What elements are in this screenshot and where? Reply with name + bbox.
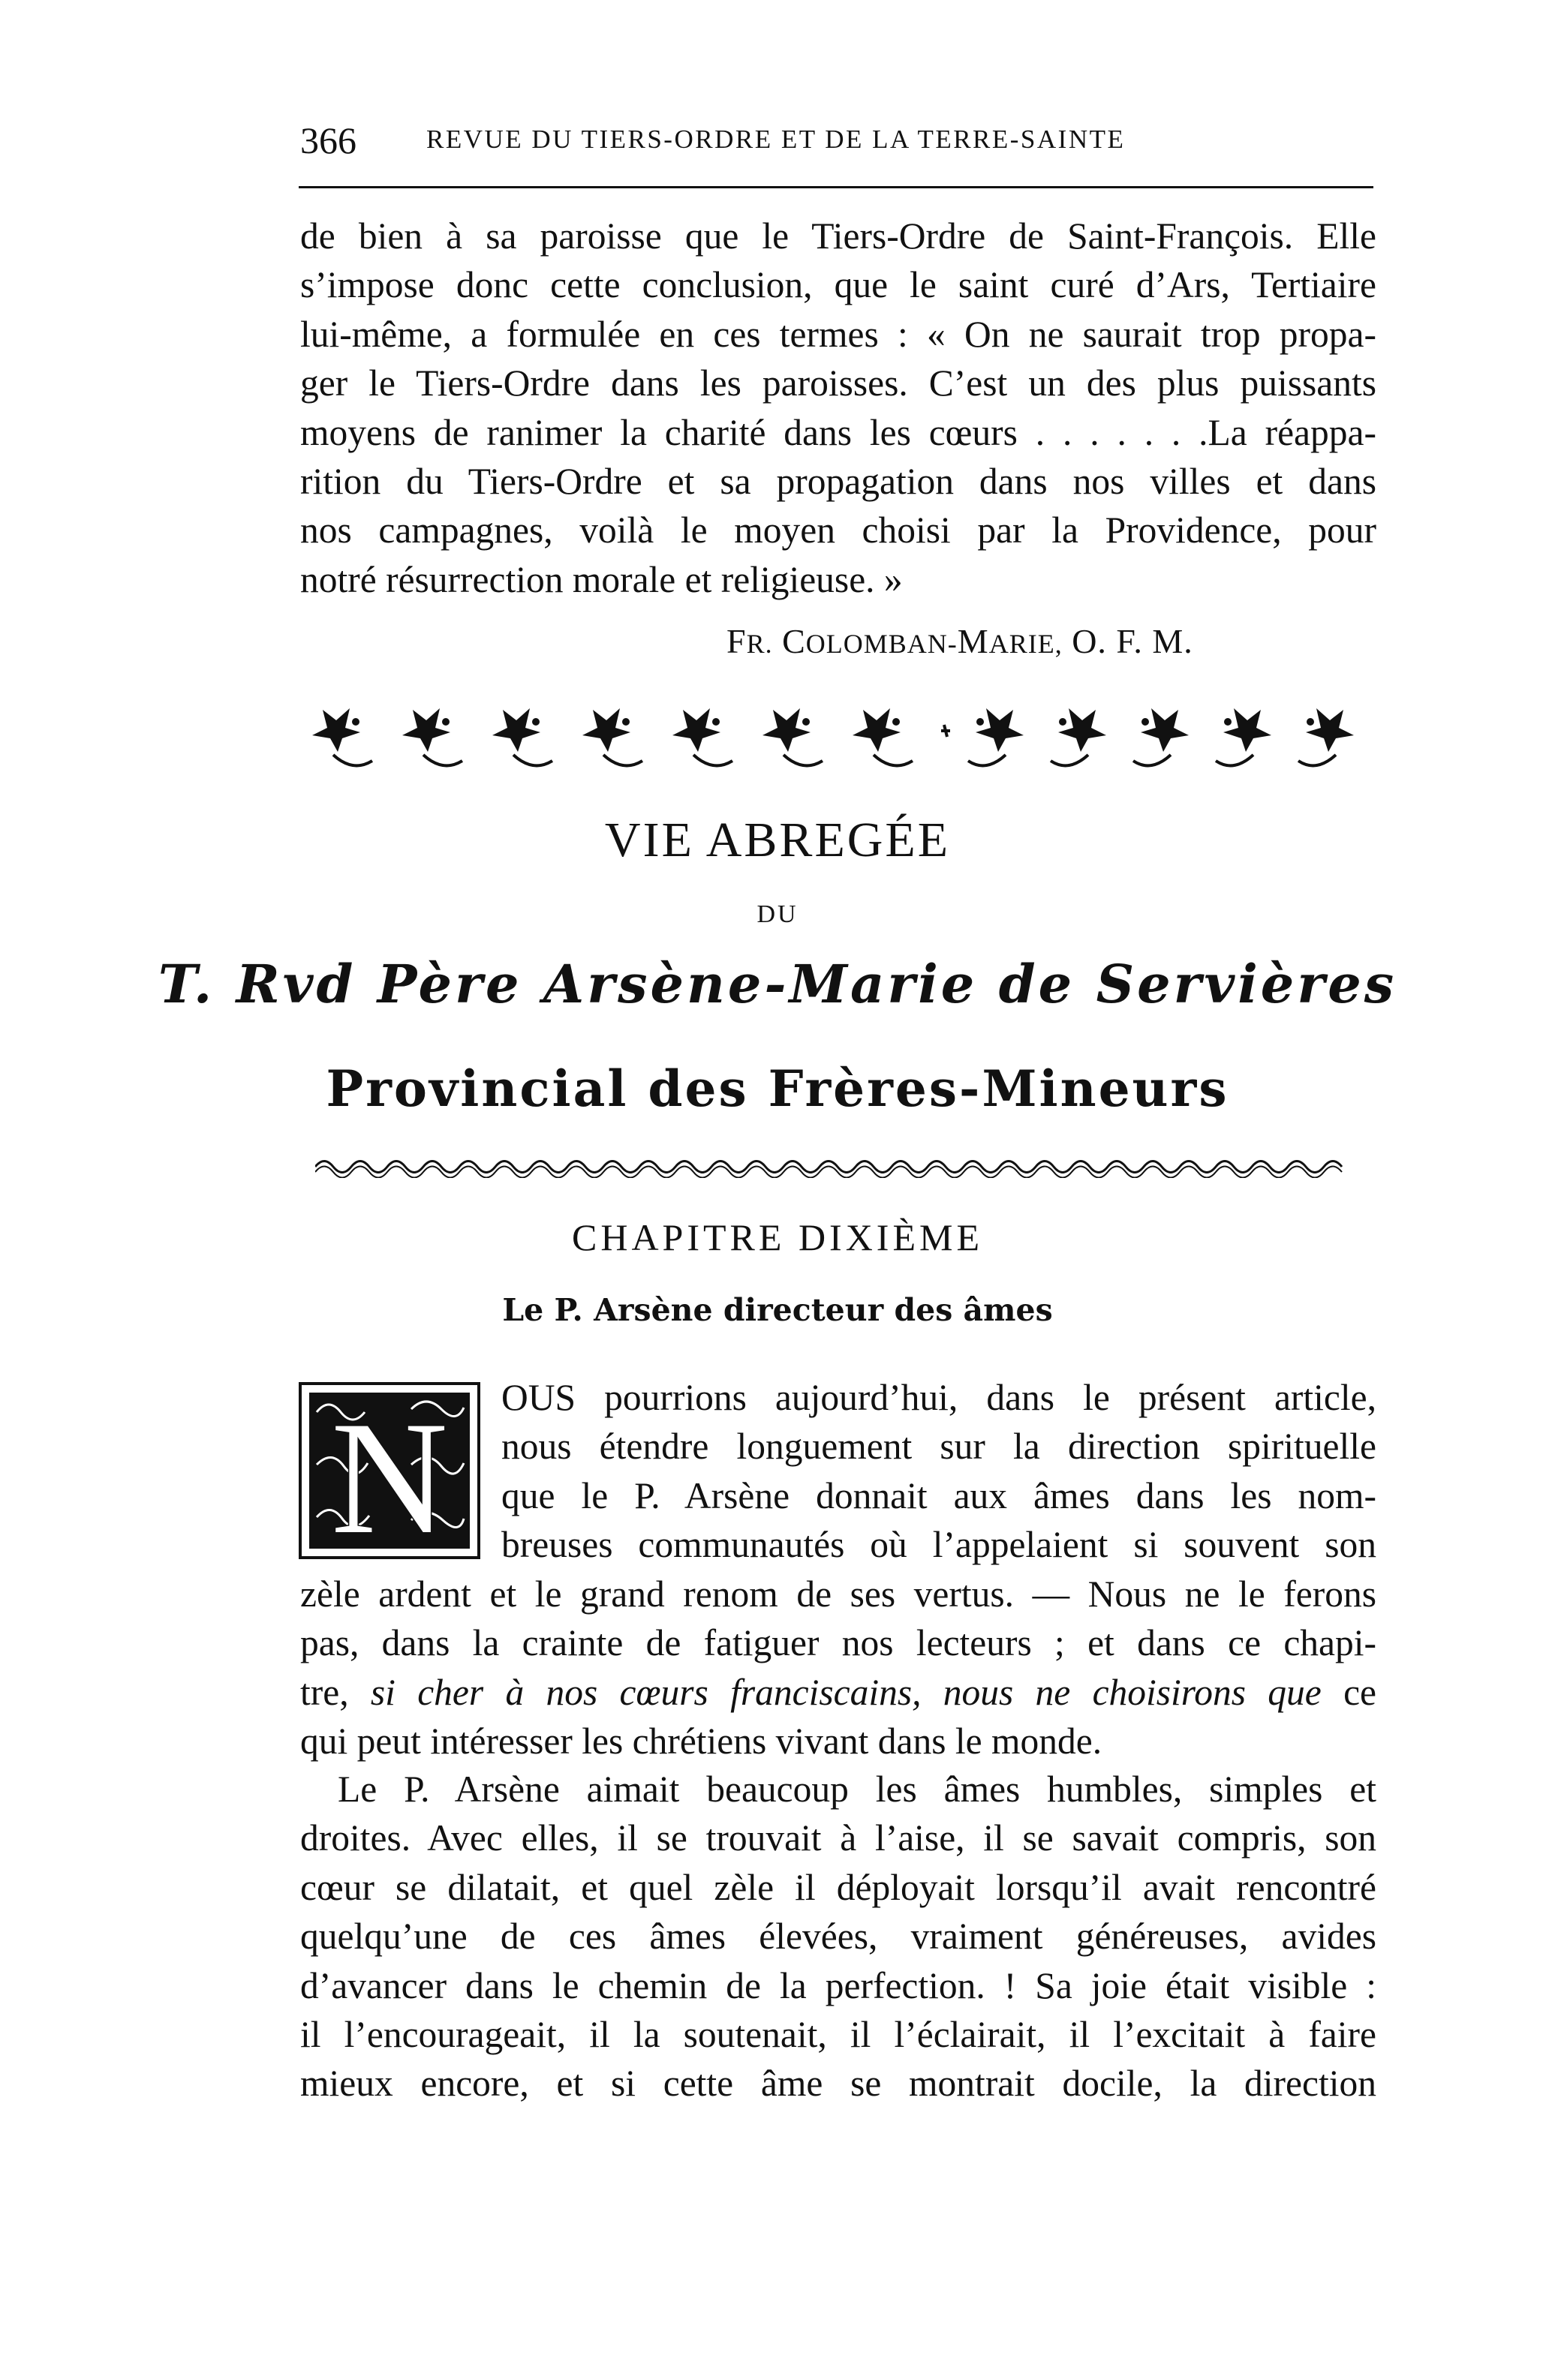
sig-m-initial: M [957,622,989,660]
text-line: d’avancer dans le chemin de la perfection. ! Sa joie était visible : [300,1964,1376,2006]
text-line: pas, dans la crainte de fatiguer nos lecteurs ; et dans ce chapi- [300,1622,1376,1664]
paragraph-1-continuation [300,1570,1376,1766]
text-line: que le P. Arsène donnait aux âmes dans les nom- [501,1474,1376,1516]
chapter-heading: CHAPITRE DIXIÈME [571,1216,984,1258]
text-line: nous étendre longuement sur la direction spirituelle [501,1426,1376,1468]
sig-c-initial: C [782,622,806,660]
text-line: quelqu’une de ces âmes élevées, vraiment généreuses, avides [300,1916,1376,1958]
text-line: droites. Avec elles, il se trouvait à l’aise, il se savait compris, son [300,1817,1376,1859]
text-roman: tre, [300,1671,349,1713]
header-rule [299,186,1373,188]
title-du: DU [756,900,799,928]
drop-cap-n [299,1382,480,1559]
text-line: notré résurrection morale et religieuse. » [300,558,903,600]
blackletter-title-line-2: Provincial des Frères-Mineurs [326,1059,1229,1118]
sig-m-rest: ARIE, [988,629,1063,659]
text-line: cœur se dilatait, et quel zèle il déployait lorsqu’il avait rencontré [300,1866,1376,1908]
sig-order: O. F. M. [1072,622,1193,660]
article-title: VIE ABREGÉE [604,813,951,867]
chapter-subtitle: Le P. Arsène directeur des âmes [502,1292,1053,1328]
text-line: ger le Tiers-Ordre dans les paroisses. C’est un des plus puissants [300,362,1376,404]
text-line: breuses communautés où l’appelaient si souvent son [501,1524,1376,1566]
text-line: rition du Tiers-Ordre et sa propagation dans nos villes et dans [300,461,1376,503]
text-line: il l’encourageait, il la soutenait, il l’éclairait, il l’excitait à faire [300,2014,1376,2056]
text-line: s’impose donc cette conclusion, que le saint curé d’Ars, Tertiaire [300,264,1376,306]
text-line: Le P. Arsène aimait beaucoup les âmes humbles, simples et [338,1768,1376,1810]
floral-ornament-band [300,702,1375,785]
text-line: mieux encore, et si cette âme se montrait docile, la direction [300,2063,1376,2105]
text-line: zèle ardent et le grand renom de ses vertus. — Nous ne le ferons [300,1573,1376,1615]
paragraph-1-beside-dropcap [501,1373,1376,1570]
leaf-ornament-icons [312,708,1354,765]
text-line: OUS pourrions aujourd’hui, dans le présent article, [501,1377,1376,1418]
text-line: lui-même, a formulée en ces termes : « On ne saurait trop propa- [300,313,1376,355]
text-line: de bien à sa paroisse que le Tiers-Ordre de Saint-François. Elle [300,215,1376,257]
running-head [300,119,1373,164]
text-italic: si cher à nos cœurs franciscains, nous ne choisirons que [370,1671,1322,1713]
page-number: 366 [300,119,356,161]
intro-paragraph [300,212,1376,604]
running-title: REVUE DU TIERS-ORDRE ET DE LA TERRE-SAINTE [426,125,1126,154]
author-signature [726,621,1193,661]
paragraph-2 [300,1765,1376,2108]
sig-c-rest: OLOMBAN- [805,629,958,659]
drop-cap-letter: N [331,1388,448,1559]
blackletter-title-line-1: T. Rvd Père Arsène-Marie de Servières [158,953,1397,1015]
sig-fr-initial: F [726,622,747,660]
text-roman: ce [1343,1671,1377,1713]
text-line-italic [300,1668,1376,1717]
wavy-divider [315,1155,1343,1178]
sig-fr-rest: R. [746,629,773,659]
text-line: nos campagnes, voilà le moyen choisi par la Providence, pour [300,509,1376,551]
text-line: qui peut intéresser les chrétiens vivant dans le monde. [300,1720,1102,1762]
text-line: moyens de ranimer la charité dans les cœurs . . . . . . .La réappa- [300,411,1376,453]
